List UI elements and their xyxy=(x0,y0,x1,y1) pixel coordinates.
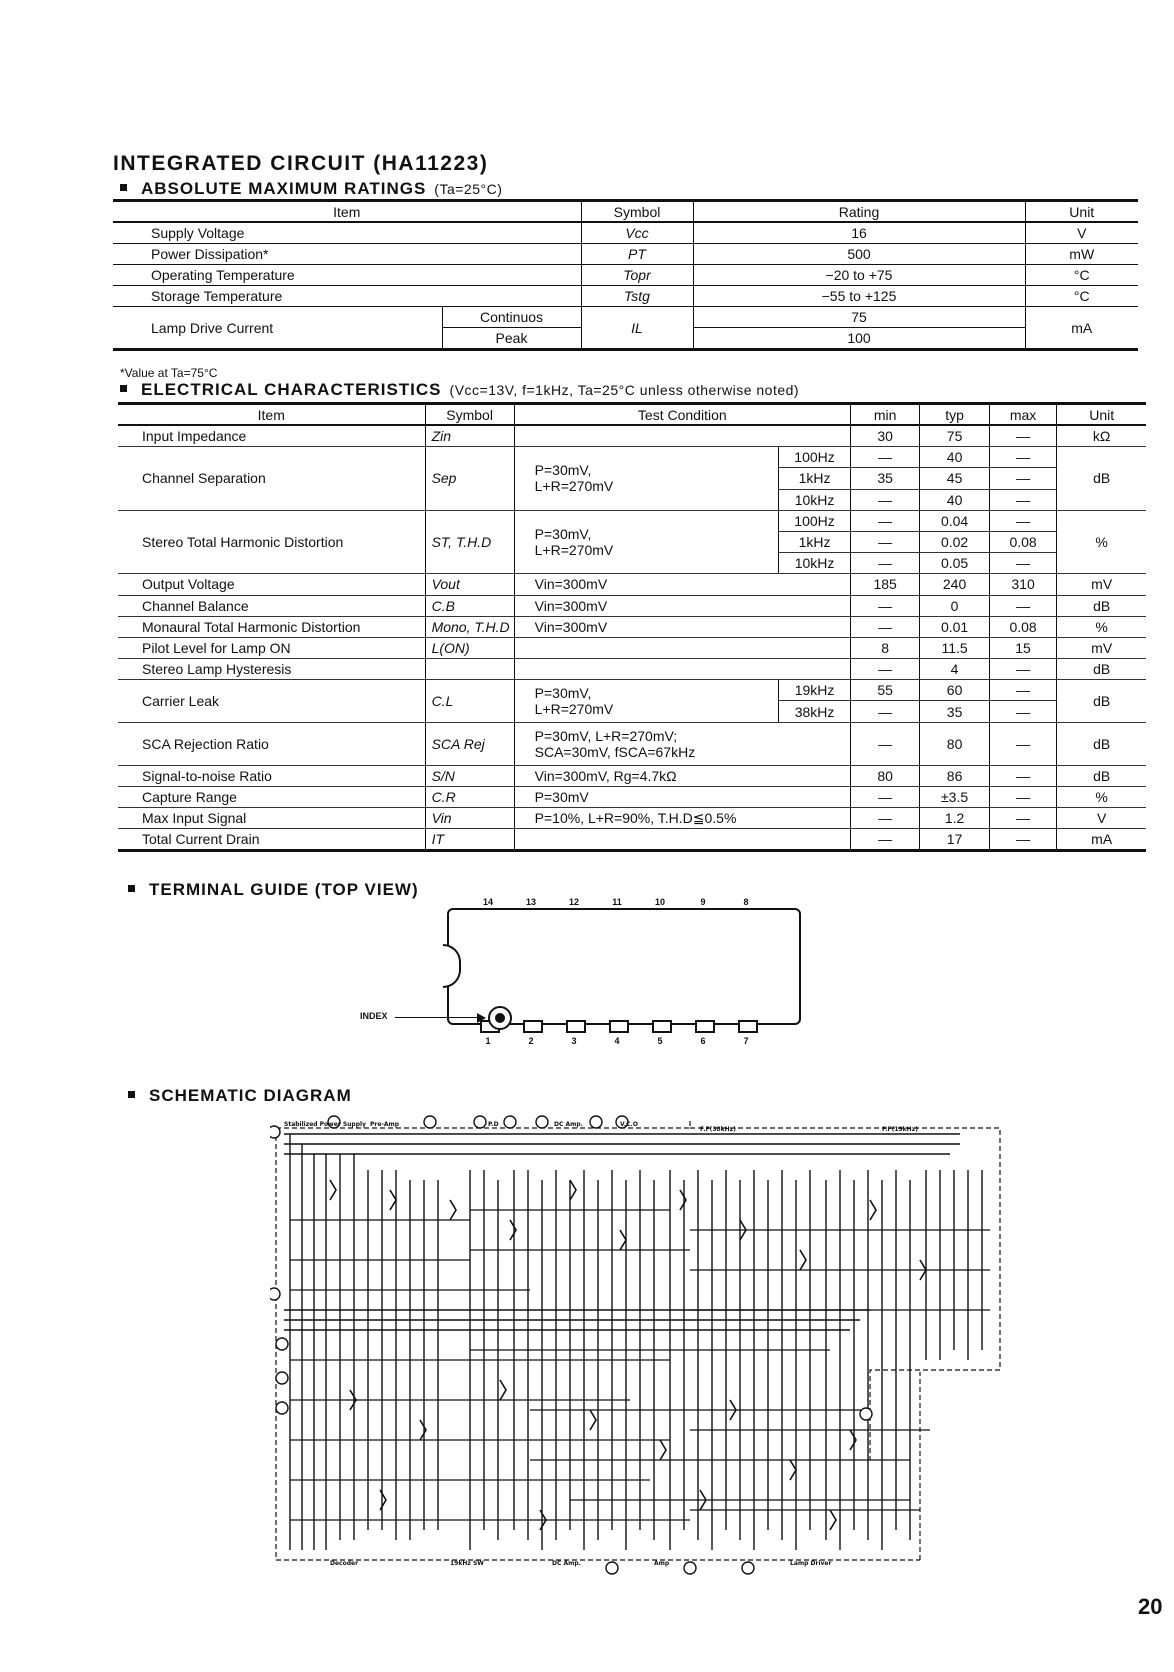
pin-number: 10 xyxy=(654,897,665,907)
pin xyxy=(652,1020,672,1033)
typ-cell: 0.04 xyxy=(920,510,989,531)
typ-cell: 40 xyxy=(920,489,989,510)
condition-cell xyxy=(514,722,850,765)
rating-cell: −55 to +125 xyxy=(693,286,1025,307)
max-cell: 310 xyxy=(989,574,1057,595)
table-row xyxy=(118,829,1146,851)
item-cell: Pilot Level for Lamp ON xyxy=(118,637,425,658)
condition-cell: Vin=300mV xyxy=(514,574,850,595)
item-cell: Supply Voltage xyxy=(113,222,581,244)
header-max: max xyxy=(989,404,1057,426)
label-lamp-driver: Lamp Driver xyxy=(790,1560,832,1567)
condition-cell xyxy=(514,447,779,511)
table-row xyxy=(118,637,1146,658)
max-cell: — xyxy=(989,680,1057,701)
condition-line: L+R=270mV xyxy=(534,700,614,717)
table-header-row xyxy=(113,201,1138,223)
header-min: min xyxy=(850,404,919,426)
typ-cell: 17 xyxy=(920,829,989,851)
pin-number: 2 xyxy=(528,1036,534,1046)
footnote: *Value at Ta=75°C xyxy=(120,366,218,380)
min-cell: — xyxy=(850,531,919,552)
index-label: INDEX xyxy=(360,1011,388,1021)
typ-cell: 0.05 xyxy=(920,553,989,574)
max-cell: 0.08 xyxy=(989,531,1057,552)
freq-cell: 10kHz xyxy=(779,489,851,510)
label-dcamp: DC Amp. xyxy=(554,1121,583,1128)
min-cell: — xyxy=(850,510,919,531)
typ-cell: 0 xyxy=(920,595,989,616)
rating-cell: 16 xyxy=(693,222,1025,244)
min-cell: 35 xyxy=(850,468,919,489)
header-typ: typ xyxy=(920,404,989,426)
label-pd: P.D xyxy=(488,1121,499,1128)
abs-max-heading xyxy=(120,179,502,199)
unit-cell: °C xyxy=(1025,265,1138,286)
symbol-cell: C.R xyxy=(425,786,514,807)
condition-line: P=30mV, xyxy=(534,684,592,701)
header-item: Item xyxy=(118,404,425,426)
condition-cell: Vin=300mV xyxy=(514,616,850,637)
schematic-title: SCHEMATIC DIAGRAM xyxy=(149,1086,352,1105)
item-cell: Stereo Total Harmonic Distortion xyxy=(118,510,425,574)
pin-number: 9 xyxy=(700,897,706,907)
header-rating: Rating xyxy=(693,201,1025,223)
max-cell: 0.08 xyxy=(989,616,1057,637)
min-cell: 8 xyxy=(850,637,919,658)
sub-condition: Continuos xyxy=(442,307,581,328)
max-cell: — xyxy=(989,659,1057,680)
typ-cell: 40 xyxy=(920,447,989,468)
rating-cell: 500 xyxy=(693,244,1025,265)
item-cell: SCA Rejection Ratio xyxy=(118,722,425,765)
max-cell: — xyxy=(989,786,1057,807)
unit-cell: mW xyxy=(1025,244,1138,265)
unit-cell: dB xyxy=(1057,659,1146,680)
typ-cell: 45 xyxy=(920,468,989,489)
symbol-cell: Vcc xyxy=(581,222,693,244)
pin-number: 8 xyxy=(743,897,749,907)
condition-cell: Vin=300mV xyxy=(514,595,850,616)
table-row xyxy=(113,222,1138,244)
condition-line: P=30mV, L+R=270mV; xyxy=(534,727,678,744)
min-cell: 30 xyxy=(850,425,919,447)
condition-cell xyxy=(514,637,850,658)
freq-cell: 1kHz xyxy=(779,468,851,489)
typ-cell: 86 xyxy=(920,765,989,786)
freq-cell: 100Hz xyxy=(779,510,851,531)
unit-cell: % xyxy=(1057,616,1146,637)
max-cell: — xyxy=(989,829,1057,851)
symbol-cell: C.B xyxy=(425,595,514,616)
max-cell: — xyxy=(989,447,1057,468)
symbol-cell: Topr xyxy=(581,265,693,286)
pin-number: 12 xyxy=(568,897,579,907)
pin xyxy=(695,1020,715,1033)
symbol-cell: IT xyxy=(425,829,514,851)
item-cell: Stereo Lamp Hysteresis xyxy=(118,659,425,680)
max-cell: — xyxy=(989,765,1057,786)
header-unit: Unit xyxy=(1025,201,1138,223)
condition-cell: P=30mV xyxy=(514,786,850,807)
index-arrow-icon xyxy=(477,1013,486,1023)
schematic-diagram xyxy=(270,1110,1010,1580)
table-row xyxy=(118,574,1146,595)
label-ff-38k: F.F(38kHz) xyxy=(700,1126,736,1133)
header-symbol: Symbol xyxy=(425,404,514,426)
max-cell: — xyxy=(989,425,1057,447)
pin-number: 11 xyxy=(612,897,622,907)
rating-cell: 75 xyxy=(693,307,1025,328)
symbol-cell: ST, T.H.D xyxy=(425,510,514,574)
item-cell: Operating Temperature xyxy=(113,265,581,286)
symbol-cell: S/N xyxy=(425,765,514,786)
label-19k-switch: 19kHz SW xyxy=(450,1560,484,1567)
bullet xyxy=(128,885,135,892)
pin-number: 13 xyxy=(525,897,536,907)
symbol-cell: Sep xyxy=(425,447,514,511)
typ-cell: 35 xyxy=(920,701,989,722)
abs-max-title: ABSOLUTE MAXIMUM RATINGS xyxy=(141,179,427,198)
table-row xyxy=(118,447,1146,468)
schematic-frame xyxy=(276,1120,1000,1560)
unit-cell: mA xyxy=(1057,829,1146,851)
symbol-cell: Vin xyxy=(425,808,514,829)
unit-cell: dB xyxy=(1057,595,1146,616)
condition-line: P=30mV, xyxy=(534,462,592,479)
item-cell: Channel Separation xyxy=(118,447,425,511)
symbol-cell: Zin xyxy=(425,425,514,447)
freq-cell: 10kHz xyxy=(779,553,851,574)
unit-cell: mV xyxy=(1057,574,1146,595)
typ-cell: 80 xyxy=(920,722,989,765)
rating-cell: −20 to +75 xyxy=(693,265,1025,286)
item-cell: Max Input Signal xyxy=(118,808,425,829)
item-cell: Input Impedance xyxy=(118,425,425,447)
condition-line: SCA=30mV, fSCA=67kHz xyxy=(534,743,696,760)
symbol-cell: Vout xyxy=(425,574,514,595)
item-cell: Power Dissipation* xyxy=(113,244,581,265)
table-row xyxy=(118,659,1146,680)
min-cell: — xyxy=(850,829,919,851)
typ-cell: 11.5 xyxy=(920,637,989,658)
table-row xyxy=(113,244,1138,265)
terminal-title: TERMINAL GUIDE (TOP VIEW) xyxy=(149,880,419,899)
label-decoder: Decoder xyxy=(330,1560,359,1567)
label-amp: Amp xyxy=(654,1560,670,1567)
index-dot-icon xyxy=(488,1006,512,1030)
table-header-row xyxy=(118,404,1146,426)
min-cell: — xyxy=(850,553,919,574)
unit-cell: dB xyxy=(1057,680,1146,722)
abs-max-condition: (Ta=25°C) xyxy=(434,181,503,197)
item-cell: Monaural Total Harmonic Distortion xyxy=(118,616,425,637)
unit-cell: kΩ xyxy=(1057,425,1146,447)
pin-number: 4 xyxy=(614,1036,620,1046)
electrical-table xyxy=(118,402,1146,852)
item-cell: Total Current Drain xyxy=(142,831,260,848)
max-cell: — xyxy=(989,468,1057,489)
table-row xyxy=(118,510,1146,531)
typ-cell: 4 xyxy=(920,659,989,680)
max-cell: 15 xyxy=(989,637,1057,658)
pin xyxy=(523,1020,543,1033)
min-cell: — xyxy=(850,595,919,616)
typ-cell: 1.2 xyxy=(920,808,989,829)
bullet xyxy=(120,385,127,392)
header-symbol: Symbol xyxy=(581,201,693,223)
min-cell: — xyxy=(850,808,919,829)
unit-cell: V xyxy=(1025,222,1138,244)
item-cell: Lamp Drive Current xyxy=(151,319,274,336)
unit-cell: mA xyxy=(1025,307,1138,350)
unit-cell: mV xyxy=(1057,637,1146,658)
table-row xyxy=(118,616,1146,637)
max-cell: — xyxy=(989,722,1057,765)
page-number: 20 xyxy=(1138,1594,1163,1619)
unit-cell: % xyxy=(1057,510,1146,574)
pin-number: 5 xyxy=(657,1036,663,1046)
typ-cell: 0.02 xyxy=(920,531,989,552)
condition-line: L+R=270mV xyxy=(534,542,614,559)
symbol-cell: PT xyxy=(581,244,693,265)
pin xyxy=(566,1020,586,1033)
pin-number: 14 xyxy=(482,897,493,907)
max-cell: — xyxy=(989,808,1057,829)
label-stabilized-supply: Stabilized Power Supply xyxy=(284,1121,366,1128)
condition-line: P=30mV, xyxy=(534,526,592,543)
max-cell: — xyxy=(989,489,1057,510)
typ-cell: 60 xyxy=(920,680,989,701)
condition-cell xyxy=(514,680,779,722)
symbol-cell: Tstg xyxy=(581,286,693,307)
typ-cell: 240 xyxy=(920,574,989,595)
unit-cell: V xyxy=(1057,808,1146,829)
symbol-cell: SCA Rej xyxy=(425,722,514,765)
absolute-max-table xyxy=(113,199,1138,351)
pin-number: 6 xyxy=(700,1036,706,1046)
symbol-cell: IL xyxy=(581,307,693,350)
pin xyxy=(609,1020,629,1033)
table-row xyxy=(118,425,1146,447)
freq-cell: 1kHz xyxy=(779,531,851,552)
unit-cell: dB xyxy=(1057,765,1146,786)
condition-cell xyxy=(514,659,850,680)
elec-condition: (Vcc=13V, f=1kHz, Ta=25°C unless otherwise noted) xyxy=(449,382,800,398)
freq-cell: 38kHz xyxy=(779,701,851,722)
condition-cell: P=10%, L+R=90%, T.H.D≦0.5% xyxy=(514,808,850,829)
label-dcamp-2: DC Amp. xyxy=(552,1560,581,1567)
sub-condition: Peak xyxy=(442,328,581,350)
table-row xyxy=(113,307,1138,328)
condition-line: L+R=270mV xyxy=(534,478,614,495)
table-row xyxy=(118,765,1146,786)
max-cell: — xyxy=(989,510,1057,531)
rating-cell: 100 xyxy=(693,328,1025,350)
item-cell: Storage Temperature xyxy=(113,286,581,307)
table-row xyxy=(113,286,1138,307)
header-test: Test Condition xyxy=(514,404,850,426)
elec-title: ELECTRICAL CHARACTERISTICS xyxy=(141,380,442,399)
header-unit: Unit xyxy=(1057,404,1146,426)
table-row xyxy=(118,595,1146,616)
unit-cell: % xyxy=(1057,786,1146,807)
min-cell: — xyxy=(850,659,919,680)
unit-cell: °C xyxy=(1025,286,1138,307)
condition-cell xyxy=(514,425,850,447)
condition-cell xyxy=(514,510,779,574)
min-cell: — xyxy=(850,786,919,807)
min-cell: — xyxy=(850,616,919,637)
freq-cell: 19kHz xyxy=(779,680,851,701)
pin xyxy=(738,1020,758,1033)
item-cell: Channel Balance xyxy=(118,595,425,616)
unit-cell: dB xyxy=(1057,447,1146,511)
item-cell: Capture Range xyxy=(118,786,425,807)
min-cell: 55 xyxy=(850,680,919,701)
page-title: INTEGRATED CIRCUIT (HA11223) xyxy=(113,152,489,175)
symbol-cell xyxy=(425,659,514,680)
min-cell: 185 xyxy=(850,574,919,595)
item-cell: Carrier Leak xyxy=(118,680,425,722)
min-cell: — xyxy=(850,701,919,722)
bullet xyxy=(128,1091,135,1098)
pin-number: 3 xyxy=(571,1036,577,1046)
pin-number: 7 xyxy=(743,1036,749,1046)
typ-cell: 0.01 xyxy=(920,616,989,637)
pin-number: 1 xyxy=(485,1036,491,1046)
min-cell: — xyxy=(850,722,919,765)
max-cell: — xyxy=(989,701,1057,722)
header-item: Item xyxy=(113,201,581,223)
item-cell: Output Voltage xyxy=(118,574,425,595)
item-cell: Signal-to-noise Ratio xyxy=(118,765,425,786)
min-cell: — xyxy=(850,447,919,468)
terminal-heading xyxy=(128,880,419,900)
typ-cell: ±3.5 xyxy=(920,786,989,807)
min-cell: — xyxy=(850,489,919,510)
schematic-heading xyxy=(128,1086,352,1106)
unit-cell: dB xyxy=(1057,722,1146,765)
max-cell: — xyxy=(989,595,1057,616)
table-row xyxy=(113,265,1138,286)
max-cell: — xyxy=(989,553,1057,574)
symbol-cell: Mono, T.H.D xyxy=(425,616,514,637)
label-vco: V.C.O xyxy=(620,1121,638,1128)
freq-cell: 100Hz xyxy=(779,447,851,468)
min-cell: 80 xyxy=(850,765,919,786)
label-preamp: Pre-Amp xyxy=(370,1121,400,1128)
symbol-cell: L(ON) xyxy=(425,637,514,658)
table-row xyxy=(118,680,1146,701)
table-row xyxy=(118,786,1146,807)
condition-cell xyxy=(514,829,850,851)
bullet xyxy=(120,184,127,191)
label-ff-19k: F.F(19kHz) xyxy=(882,1126,918,1133)
table-row xyxy=(118,722,1146,765)
symbol-cell: C.L xyxy=(425,680,514,722)
table-row xyxy=(118,808,1146,829)
index-leader-line xyxy=(395,1017,481,1018)
elec-heading xyxy=(120,380,799,400)
typ-cell: 75 xyxy=(920,425,989,447)
condition-cell: Vin=300mV, Rg=4.7kΩ xyxy=(514,765,850,786)
